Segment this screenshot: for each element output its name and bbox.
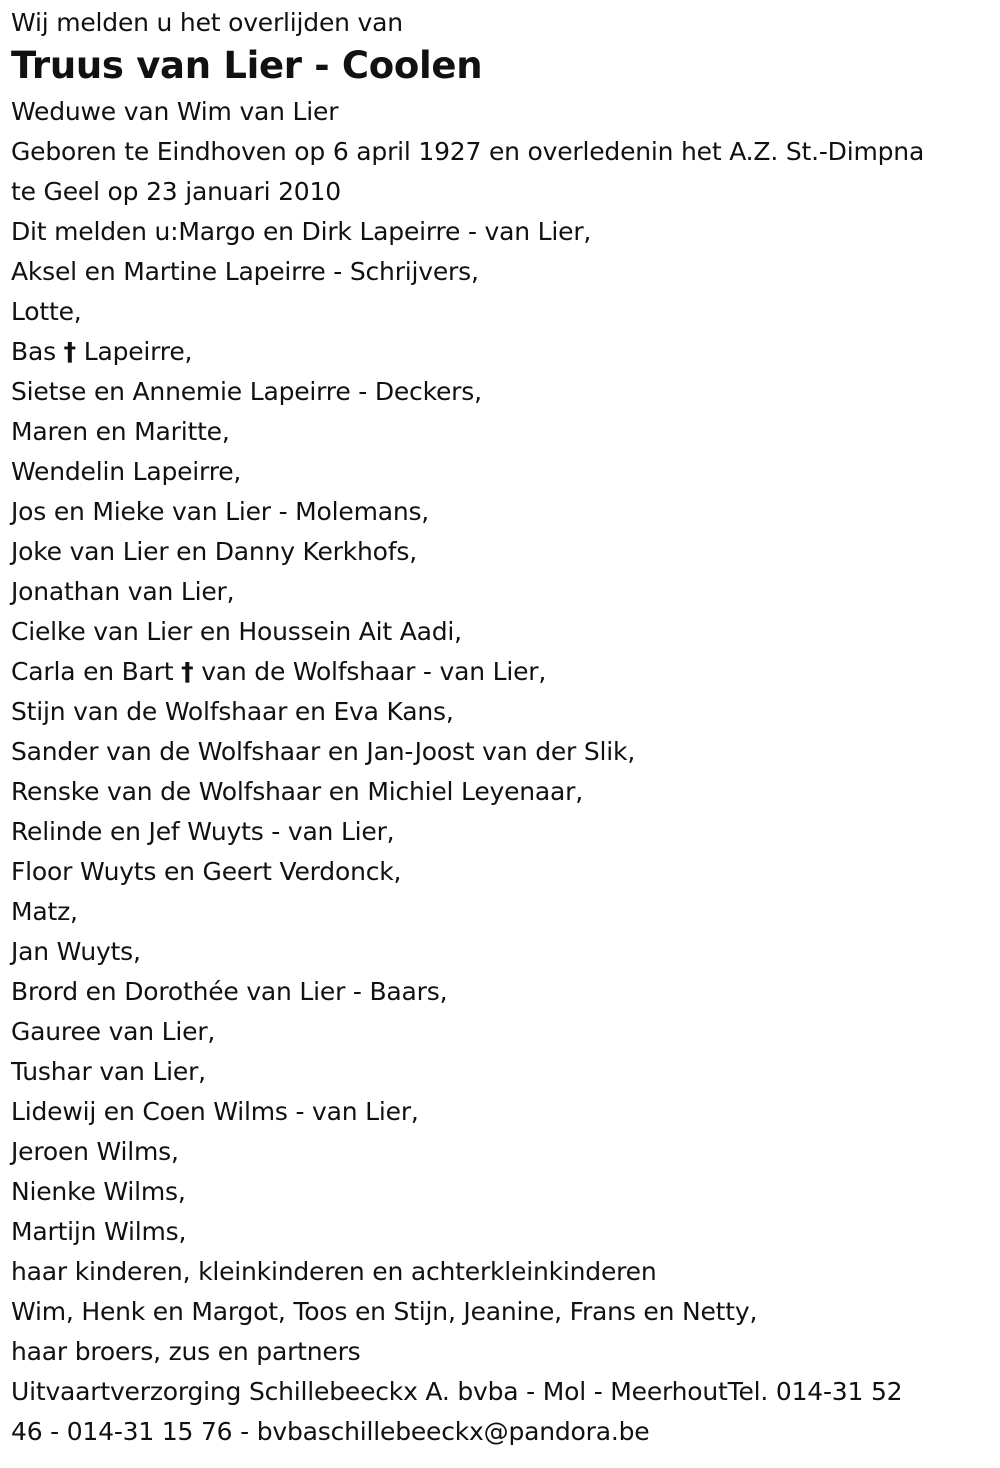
family-member-line: Sander van de Wolfshaar en Jan-Joost van der Slik,	[11, 737, 636, 766]
family-member-line: Martijn Wilms,	[11, 1217, 187, 1246]
family-member-name: Bas	[11, 337, 56, 366]
family-member-line: Matz,	[11, 897, 78, 926]
family-member-line: Stijn van de Wolfshaar en Eva Kans,	[11, 697, 454, 726]
family-member-line: Jonathan van Lier,	[11, 577, 235, 606]
family-member-name: Lapeirre,	[83, 337, 193, 366]
family-member-line	[11, 332, 996, 372]
birth-death-line-2: te Geel op 23 januari 2010	[11, 177, 341, 206]
siblings-caption: haar broers, zus en partners	[11, 1337, 361, 1366]
children-caption: haar kinderen, kleinkinderen en achterkleinkinderen	[11, 1257, 657, 1286]
death-notice	[11, 6, 996, 1452]
widow-of-text: Weduwe van Wim van Lier	[11, 97, 339, 126]
family-member-line: Relinde en Jef Wuyts - van Lier,	[11, 817, 395, 846]
birth-death-line-1: Geboren te Eindhoven op 6 april 1927 en overledenin het A.Z. St.-Dimpna	[11, 137, 925, 166]
family-member-line: Cielke van Lier en Houssein Ait Aadi,	[11, 617, 462, 646]
family-member-line: Lotte,	[11, 297, 82, 326]
intro-text: Wij melden u het overlijden van	[11, 8, 403, 37]
cross-icon: †	[181, 657, 194, 686]
family-member-line: Jeroen Wilms,	[11, 1137, 179, 1166]
family-member-line: Lidewij en Coen Wilms - van Lier,	[11, 1097, 419, 1126]
family-member-line: Renske van de Wolfshaar en Michiel Leyenaar,	[11, 777, 583, 806]
family-member-name: Carla en Bart	[11, 657, 174, 686]
family-member-line: Joke van Lier en Danny Kerkhofs,	[11, 537, 417, 566]
undertaker-line-1: Uitvaartverzorging Schillebeeckx A. bvba - Mol - MeerhoutTel. 014-31 52	[11, 1377, 903, 1406]
family-member-line: Aksel en Martine Lapeirre - Schrijvers,	[11, 257, 479, 286]
family-member-name: van de Wolfshaar - van Lier,	[201, 657, 547, 686]
family-member-line: Jos en Mieke van Lier - Molemans,	[11, 497, 430, 526]
cross-icon: †	[63, 337, 76, 366]
undertaker-line-2: 46 - 014-31 15 76 - bvbaschillebeeckx@pandora.be	[11, 1417, 650, 1446]
family-member-line: Gauree van Lier,	[11, 1017, 216, 1046]
family-member-line: Wendelin Lapeirre,	[11, 457, 242, 486]
family-member-line: Brord en Dorothée van Lier - Baars,	[11, 977, 448, 1006]
family-member-line: Jan Wuyts,	[11, 937, 141, 966]
family-list	[11, 212, 996, 1252]
family-member-line	[11, 652, 996, 692]
family-member-line: Tushar van Lier,	[11, 1057, 206, 1086]
deceased-name: Truus van Lier - Coolen	[11, 44, 483, 87]
family-member-line: Floor Wuyts en Geert Verdonck,	[11, 857, 402, 886]
family-member-line: Dit melden u:Margo en Dirk Lapeirre - van Lier,	[11, 217, 592, 246]
family-member-line: Maren en Maritte,	[11, 417, 230, 446]
family-member-line: Sietse en Annemie Lapeirre - Deckers,	[11, 377, 482, 406]
siblings-line: Wim, Henk en Margot, Toos en Stijn, Jeanine, Frans en Netty,	[11, 1297, 758, 1326]
family-member-line: Nienke Wilms,	[11, 1177, 186, 1206]
